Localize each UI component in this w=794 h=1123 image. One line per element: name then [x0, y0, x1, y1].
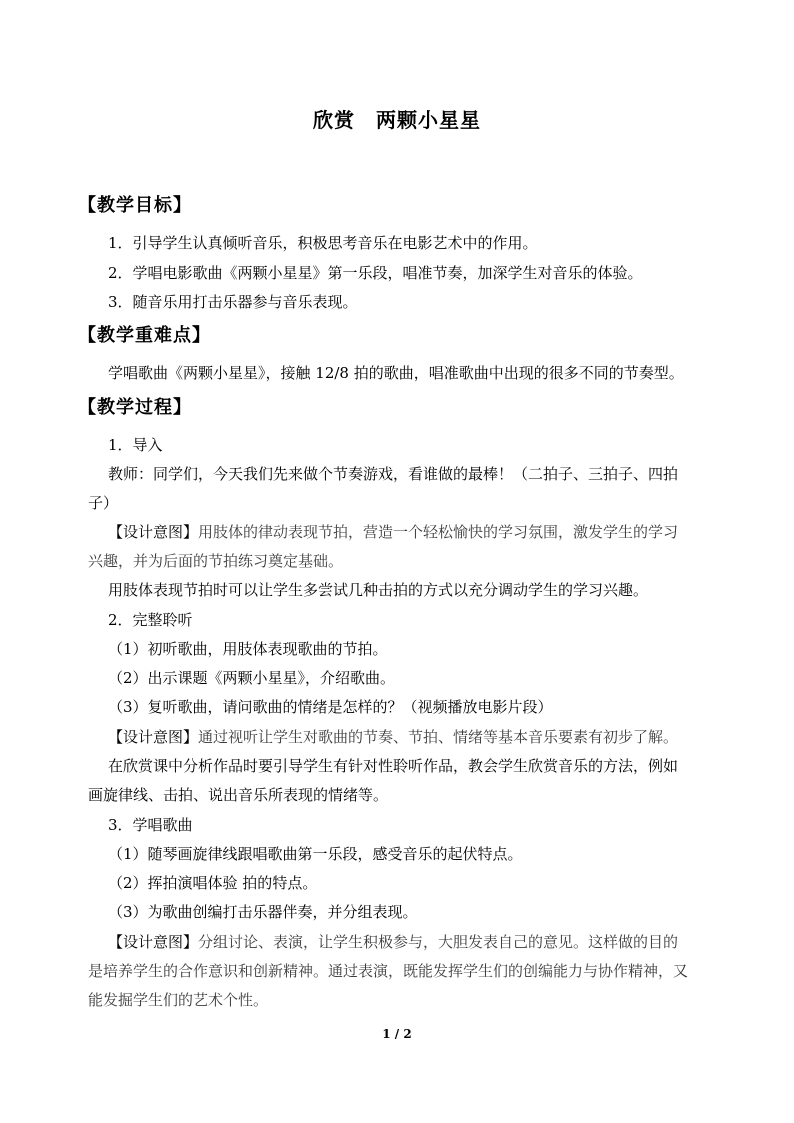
design-intent-paragraph: [108, 932, 678, 952]
heading-key-points: 【教学重难点】: [78, 325, 211, 346]
objective-item-1: 1．引导学生认真倾听音乐，积极思考音乐在电影艺术中的作用。: [108, 234, 538, 252]
heading-objectives: 【教学目标】: [78, 195, 192, 216]
process-step-1-title: 1．导入: [108, 436, 163, 454]
page-number: 1 / 2: [382, 1027, 412, 1041]
design-intent-text: 分组讨论、表演，让学生积极参与，大胆发表自己的意见。这样做的目的: [198, 933, 679, 951]
process-paragraph-continued: 画旋律线、击拍、说出音乐所表现的情绪等。: [88, 786, 389, 804]
key-points-text: 学唱歌曲《两颗小星星》，接触 12/8 拍的歌曲，唱准歌曲中出现的很多不同的节奏型。: [108, 364, 684, 382]
process-paragraph: 用肢体表现节拍时可以让学生多尝试几种击拍的方式以充分调动学生的学习兴趣。: [108, 581, 649, 599]
process-substep: （2）挥拍演唱体验 拍的特点。: [108, 874, 318, 892]
process-substep: （3）为歌曲创编打击乐器伴奏，并分组表现。: [108, 903, 418, 921]
design-intent-text: 用肢体的律动表现节拍，营造一个轻松愉快的学习氛围，激发学生的学习: [198, 523, 679, 541]
process-substep: （1）随琴画旋律线跟唱歌曲第一乐段，感受音乐的起伏特点。: [108, 845, 523, 863]
process-substep: （2）出示课题《两颗小星星》，介绍歌曲。: [108, 669, 396, 687]
design-intent-paragraph: [108, 727, 678, 747]
process-paragraph-continued: 子）: [88, 494, 119, 512]
heading-process: 【教学过程】: [78, 397, 192, 418]
process-substep: （1）初听歌曲，用肢体表现歌曲的节拍。: [108, 640, 388, 658]
process-paragraph: 教师：同学们，今天我们先来做个节奏游戏，看谁做的最棒！（二拍子、三拍子、四拍: [108, 465, 679, 483]
design-intent-paragraph: [108, 522, 678, 542]
design-intent-label: 【设计意图】: [108, 728, 199, 746]
document-title: 欣赏 两颗小星星: [313, 108, 481, 132]
objective-item-3: 3．随音乐用打击乐器参与音乐表现。: [108, 293, 358, 311]
design-intent-label: 【设计意图】: [108, 933, 199, 951]
process-substep: （3）复听歌曲，请问歌曲的情绪是怎样的？（视频播放电影片段）: [108, 698, 553, 716]
process-step-3-title: 3．学唱歌曲: [108, 816, 193, 834]
objective-item-2: 2．学唱电影歌曲《两颗小星星》第一乐段，唱准节奏，加深学生对音乐的体验。: [108, 264, 643, 282]
design-intent-continued: 是培养学生的合作意识和创新精神。通过表演，既能发挥学生们的创编能力与协作精神，又: [88, 962, 689, 980]
design-intent-text: 通过视听让学生对歌曲的节奏、节拍、情绪等基本音乐要素有初步了解。: [198, 728, 679, 746]
process-paragraph: 在欣赏课中分析作品时要引导学生有针对性聆听作品，教会学生欣赏音乐的方法，例如: [108, 757, 679, 775]
process-step-2-title: 2．完整聆听: [108, 611, 193, 629]
design-intent-continued: 能发掘学生们的艺术个性。: [88, 991, 269, 1009]
design-intent-label: 【设计意图】: [108, 523, 199, 541]
design-intent-continued: 兴趣，并为后面的节拍练习奠定基础。: [88, 552, 344, 570]
